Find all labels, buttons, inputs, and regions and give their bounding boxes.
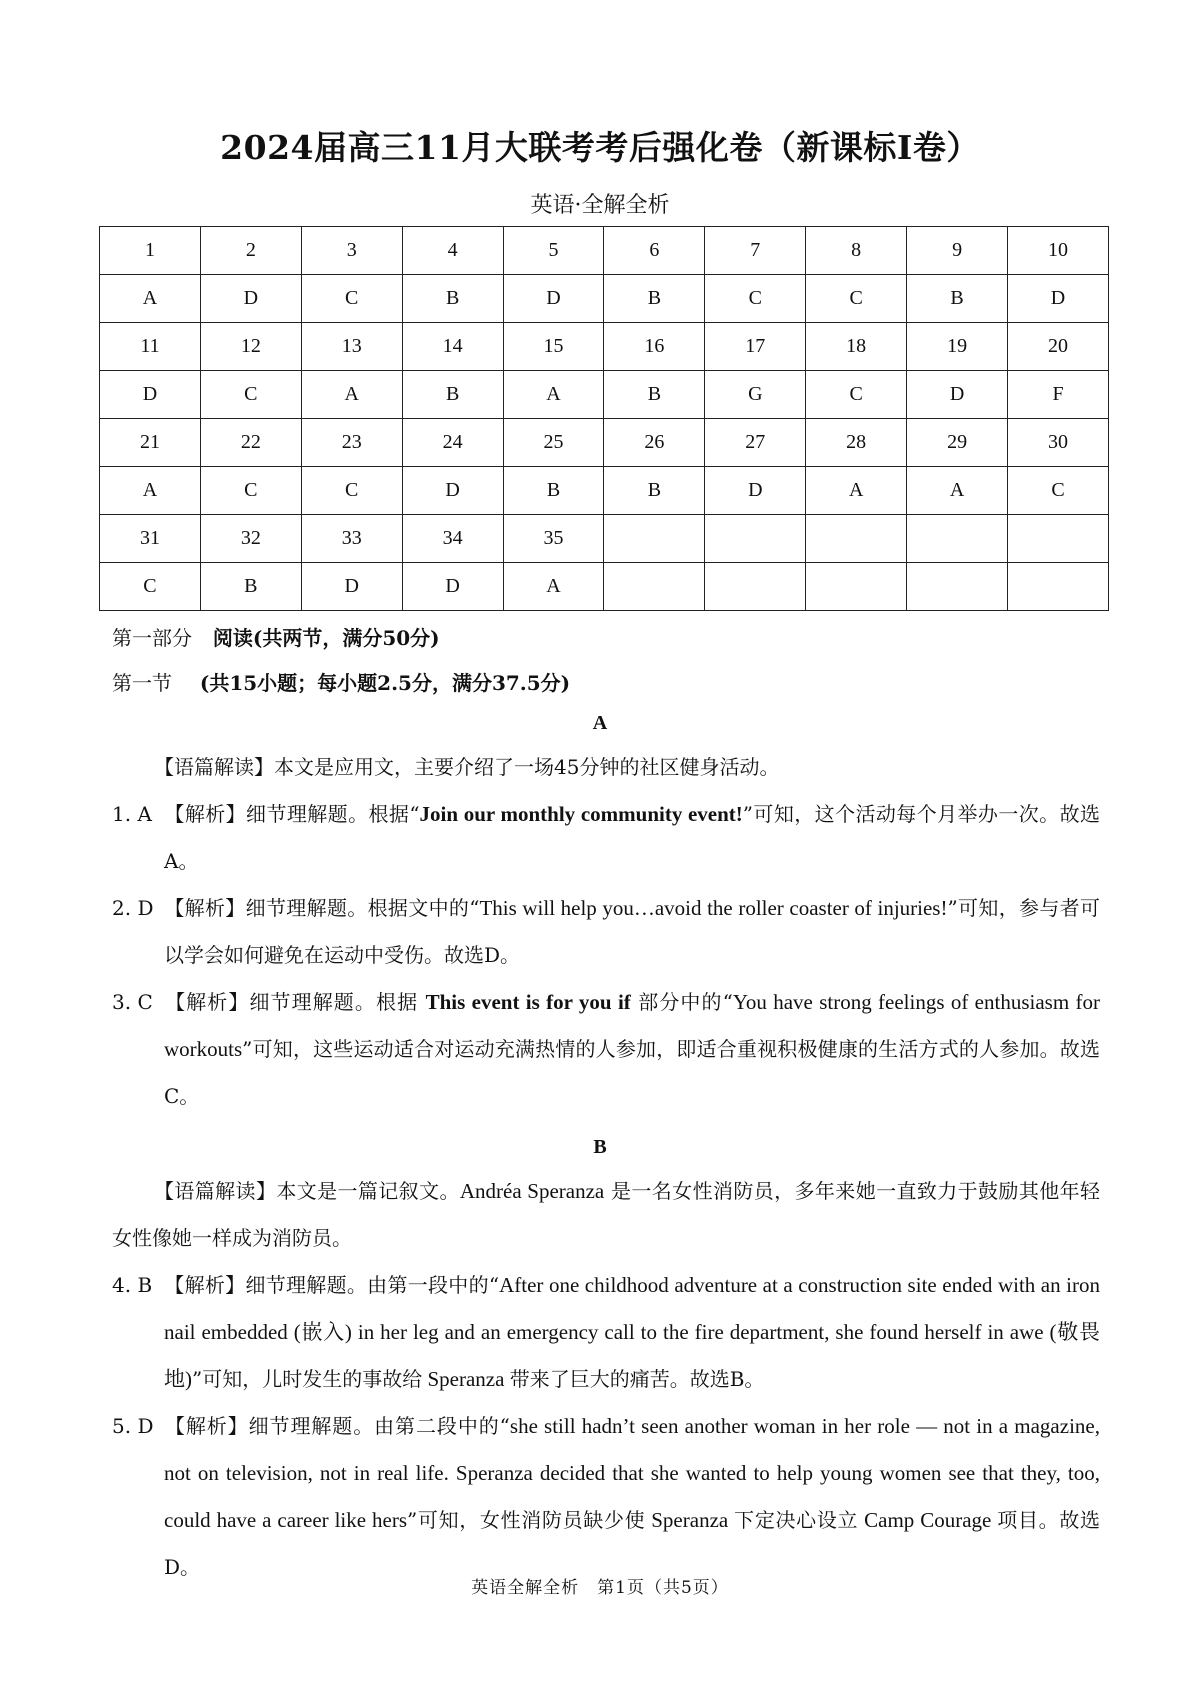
answer-item-3 (112, 979, 1100, 1120)
table-row (100, 467, 1109, 515)
answer-cell: C (200, 467, 301, 515)
answer-cell: D (1008, 275, 1109, 323)
question-number-cell: 7 (705, 227, 806, 275)
answer-cell: C (806, 275, 907, 323)
question-number-cell: 6 (604, 227, 705, 275)
question-number-cell: 31 (100, 515, 201, 563)
answer-item-1 (112, 791, 1100, 885)
question-number-cell: 20 (1008, 323, 1109, 371)
answer-cell: G (705, 371, 806, 419)
answer-cell: C (705, 275, 806, 323)
question-number-cell: 18 (806, 323, 907, 371)
name-text: Speranza (422, 1367, 510, 1391)
question-number-cell: 32 (200, 515, 301, 563)
table-row (100, 515, 1109, 563)
analysis-text: ”可知，这些运动适合对运动充满热情的人参加，即适合重视积极健康的生活方式的人参加。故选C。 (164, 1037, 1100, 1108)
answer-table (99, 226, 1109, 611)
answer-cell: C (301, 275, 402, 323)
summary-text: 是一名女性消防员，多年来她一直致力于鼓励其他年轻女性像她一样成为消防员。 (112, 1179, 1100, 1250)
table-row (100, 275, 1109, 323)
question-number-cell: 21 (100, 419, 201, 467)
analysis-text: 细节理解题。由第二段中的“ (248, 1414, 510, 1438)
quoted-text: After one childhood adventure at a construction site ended with an iron nail embedded (嵌入) in her leg and an emergency call to the fire department, she found herself in awe (敬畏地) (164, 1273, 1100, 1391)
question-number-cell: 11 (100, 323, 201, 371)
question-number-cell: 22 (200, 419, 301, 467)
item-number: 5. D (112, 1414, 154, 1438)
section-title: (共15小题；每小题2.5分，满分37.5分) (199, 671, 571, 695)
answer-cell: D (907, 371, 1008, 419)
question-number-cell: 15 (503, 323, 604, 371)
answer-cell: A (100, 275, 201, 323)
page-footer: 英语全解全析 第1页（共5页） (471, 1578, 729, 1598)
summary-tag: 【语篇解读】 (154, 755, 274, 779)
question-number-cell (1008, 515, 1109, 563)
part-heading (112, 622, 440, 651)
section-heading (112, 667, 570, 696)
passage-a-summary (112, 744, 1100, 791)
answer-cell: D (503, 275, 604, 323)
item-number: 1. A (112, 802, 152, 826)
question-number-cell: 30 (1008, 419, 1109, 467)
summary-tag: 【语篇解读】 (154, 1179, 277, 1203)
analysis-text: 细节理解题。根据文中的“ (245, 896, 480, 920)
answer-cell: D (705, 467, 806, 515)
answer-cell: C (1008, 467, 1109, 515)
answer-cell (806, 563, 907, 611)
question-number-cell: 33 (301, 515, 402, 563)
question-number-cell: 19 (907, 323, 1008, 371)
analysis-text: 下定决心设立 (734, 1508, 859, 1532)
question-number-cell: 29 (907, 419, 1008, 467)
answer-cell (705, 563, 806, 611)
answer-item-5 (112, 1403, 1100, 1591)
answer-cell: C (806, 371, 907, 419)
question-number-cell: 24 (402, 419, 503, 467)
answer-cell: A (301, 371, 402, 419)
table-row (100, 419, 1109, 467)
answer-item-4 (112, 1262, 1100, 1403)
quoted-text: You have strong feelings of enthusiasm for workouts (164, 990, 1100, 1061)
answer-cell: D (402, 467, 503, 515)
summary-name: Andréa Speranza (459, 1179, 605, 1203)
analysis-text: 项目。故选D。 (164, 1508, 1100, 1579)
question-number-cell: 14 (402, 323, 503, 371)
answer-cell: D (402, 563, 503, 611)
answer-cell: B (604, 275, 705, 323)
name-text: Speranza (645, 1508, 735, 1532)
answer-cell: A (806, 467, 907, 515)
question-number-cell: 23 (301, 419, 402, 467)
question-number-cell: 13 (301, 323, 402, 371)
question-number-cell: 10 (1008, 227, 1109, 275)
question-number-cell: 8 (806, 227, 907, 275)
analysis-tag: 【解析】 (164, 896, 246, 920)
document-subtitle: 英语·全解全析 (530, 193, 670, 218)
answer-cell: D (200, 275, 301, 323)
answer-cell: B (604, 467, 705, 515)
answer-cell: A (503, 563, 604, 611)
table-row (100, 323, 1109, 371)
question-number-cell: 28 (806, 419, 907, 467)
answer-cell: A (907, 467, 1008, 515)
answer-cell: D (301, 563, 402, 611)
summary-text: 本文是一篇记叙文。 (276, 1179, 460, 1203)
question-number-cell (907, 515, 1008, 563)
analysis-text: ”可知，这个活动每个月举办一次。故选A。 (164, 802, 1100, 873)
question-number-cell (806, 515, 907, 563)
passage-b-letter: B (593, 1136, 607, 1158)
answer-cell: B (402, 275, 503, 323)
answer-cell (1008, 563, 1109, 611)
answer-item-2 (112, 885, 1100, 979)
answer-cell: B (503, 467, 604, 515)
analysis-text: ”可知，参与者可以学会如何避免在运动中受伤。故选D。 (164, 896, 1100, 967)
table-row (100, 371, 1109, 419)
answer-cell: A (100, 467, 201, 515)
question-number-cell: 35 (503, 515, 604, 563)
answer-cell: B (907, 275, 1008, 323)
analysis-tag: 【解析】 (164, 802, 247, 826)
answer-cell: B (200, 563, 301, 611)
question-number-cell: 27 (705, 419, 806, 467)
question-number-cell: 17 (705, 323, 806, 371)
passage-b-summary (112, 1168, 1100, 1262)
analysis-tag: 【解析】 (164, 990, 250, 1014)
item-number: 3. C (112, 990, 153, 1014)
item-number: 4. B (112, 1273, 153, 1297)
analysis-tag: 【解析】 (164, 1273, 246, 1297)
question-number-cell: 3 (301, 227, 402, 275)
quoted-text: This will help you…avoid the roller coaster of injuries! (479, 896, 948, 920)
answer-cell: B (604, 371, 705, 419)
analysis-text: 部分中的“ (630, 990, 733, 1014)
question-number-cell: 2 (200, 227, 301, 275)
question-number-cell: 34 (402, 515, 503, 563)
answer-cell: A (503, 371, 604, 419)
question-number-cell: 1 (100, 227, 201, 275)
answer-cell: B (402, 371, 503, 419)
answer-cell: C (200, 371, 301, 419)
answer-cell: D (100, 371, 201, 419)
part-title: 阅读(共两节，满分50分) (212, 626, 440, 650)
analysis-text: 细节理解题。根据“ (246, 802, 420, 826)
analysis-text: ”可知，女性消防员缺少使 (407, 1508, 646, 1532)
item-number: 2. D (112, 896, 154, 920)
quoted-text: she still hadn’t seen another woman in her role — not in a magazine, not on television, not in real life. Speranza decided that she wanted to help young women see that they, too, could have a career like hers (164, 1414, 1100, 1532)
analysis-tag: 【解析】 (164, 1414, 249, 1438)
answer-cell: C (301, 467, 402, 515)
section-label: 第一节 (112, 671, 172, 695)
question-number-cell: 26 (604, 419, 705, 467)
analysis-text: 带来了巨大的痛苦。故选B。 (509, 1367, 765, 1391)
table-row (100, 227, 1109, 275)
analysis-text: ”可知，儿时发生的事故给 (192, 1367, 423, 1391)
project-name: Camp Courage (858, 1508, 998, 1532)
question-number-cell (604, 515, 705, 563)
quoted-text: This event is for you if (425, 990, 631, 1014)
question-number-cell: 12 (200, 323, 301, 371)
question-number-cell: 9 (907, 227, 1008, 275)
question-number-cell: 16 (604, 323, 705, 371)
question-number-cell: 5 (503, 227, 604, 275)
question-number-cell: 4 (402, 227, 503, 275)
answer-cell: C (100, 563, 201, 611)
document-title: 2024届高三11月大联考考后强化卷（新课标I卷） (220, 128, 980, 167)
passage-a-letter: A (592, 712, 608, 734)
analysis-text: 细节理解题。由第一段中的“ (245, 1273, 500, 1297)
question-number-cell: 25 (503, 419, 604, 467)
answer-cell: F (1008, 371, 1109, 419)
analysis-text: 细节理解题。根据 (249, 990, 426, 1014)
answer-cell (604, 563, 705, 611)
answer-cell (907, 563, 1008, 611)
quoted-text: Join our monthly community event! (419, 802, 743, 826)
question-number-cell (705, 515, 806, 563)
summary-text: 本文是应用文，主要介绍了一场45分钟的社区健身活动。 (274, 755, 780, 779)
table-row (100, 563, 1109, 611)
part-label: 第一部分 (112, 626, 192, 650)
